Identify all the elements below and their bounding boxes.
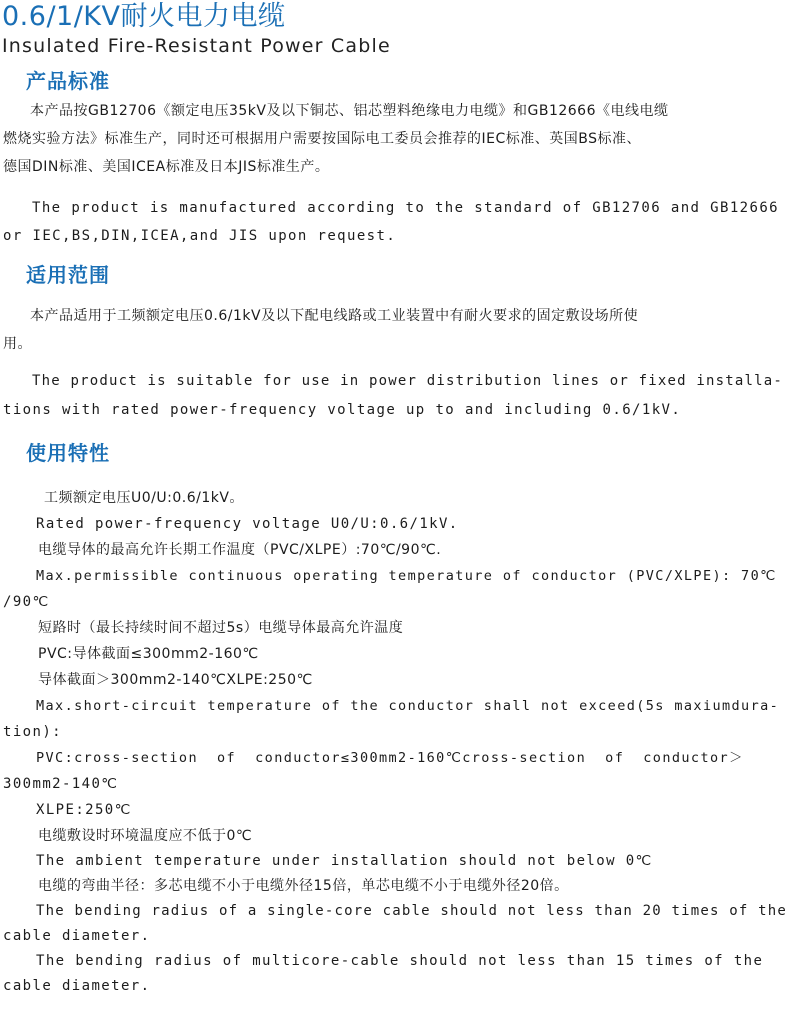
feature-line: /90℃ [3, 594, 50, 610]
page-title: 0.6/1/KV耐火电力电缆 [2, 1, 286, 32]
scope-en-line: The product is suitable for use in power distribution lines or fixed installa- [32, 373, 784, 389]
feature-line: The bending radius of multicore-cable should not less than 15 times of the [36, 953, 764, 969]
feature-line: 工频额定电压U0/U:0.6/1kV。 [44, 490, 244, 506]
scope-zh-line: 本产品适用于工频额定电压0.6/1kV及以下配电线路或工业装置中有耐火要求的固定敷设场所使 [30, 308, 639, 324]
standard-zh-line: 德国DIN标准、美国ICEA标准及日本JIS标准生产。 [3, 159, 330, 175]
feature-line: PVC:导体截面≤300mm2-160℃ [38, 646, 259, 662]
feature-line: XLPE:250℃ [36, 802, 132, 818]
feature-line: The ambient temperature under installation should not below 0℃ [36, 853, 653, 869]
section-heading-standard: 产品标准 [26, 69, 110, 93]
feature-line: The bending radius of a single-core cable should not less than 20 times of the [36, 903, 788, 919]
feature-line: Max.short-circuit temperature of the conductor shall not exceed(5s maxiumdura- [36, 698, 780, 714]
section-heading-scope: 适用范围 [26, 263, 110, 287]
feature-line: 300mm2-140℃ [3, 776, 119, 792]
feature-line: Rated power-frequency voltage U0/U:0.6/1kV. [36, 516, 459, 532]
feature-line: tion): [3, 724, 62, 740]
feature-line: 短路时（最长持续时间不超过5s）电缆导体最高允许温度 [38, 620, 404, 636]
standard-zh-line: 燃烧实验方法》标准生产，同时还可根据用户需要按国际电工委员会推荐的IEC标准、英国BS标准、 [3, 131, 641, 147]
feature-line: Max.permissible continuous operating temperature of conductor (PVC/XLPE): 70℃ [36, 568, 777, 584]
feature-line: 电缆的弯曲半径：多芯电缆不小于电缆外径15倍，单芯电缆不小于电缆外径20倍。 [38, 878, 569, 894]
feature-line: cable diameter. [3, 928, 151, 944]
feature-line: 电缆导体的最高允许长期工作温度（PVC/XLPE）:70℃/90℃. [38, 542, 442, 558]
standard-en-line: or IEC,BS,DIN,ICEA,and JIS upon request. [3, 228, 397, 244]
section-heading-features: 使用特性 [26, 441, 110, 465]
feature-line: PVC:cross-section of conductor≤300mm2-160℃cross-section of conductor＞ [36, 750, 744, 766]
page-subtitle: Insulated Fire-Resistant Power Cable [2, 35, 391, 57]
scope-zh-line: 用。 [3, 336, 32, 352]
standard-zh-line: 本产品按GB12706《额定电压35kV及以下铜芯、铝芯塑料绝缘电力电缆》和GB12666《电线电缆 [30, 103, 669, 119]
feature-line: 电缆敷设时环境温度应不低于0℃ [38, 828, 253, 844]
scope-en-line: tions with rated power-frequency voltage up to and including 0.6/1kV. [3, 402, 682, 418]
standard-en-line: The product is manufactured according to the standard of GB12706 and GB12666 [32, 200, 779, 216]
feature-line: 导体截面＞300mm2-140℃XLPE:250℃ [38, 672, 313, 688]
feature-line: cable diameter. [3, 978, 151, 994]
